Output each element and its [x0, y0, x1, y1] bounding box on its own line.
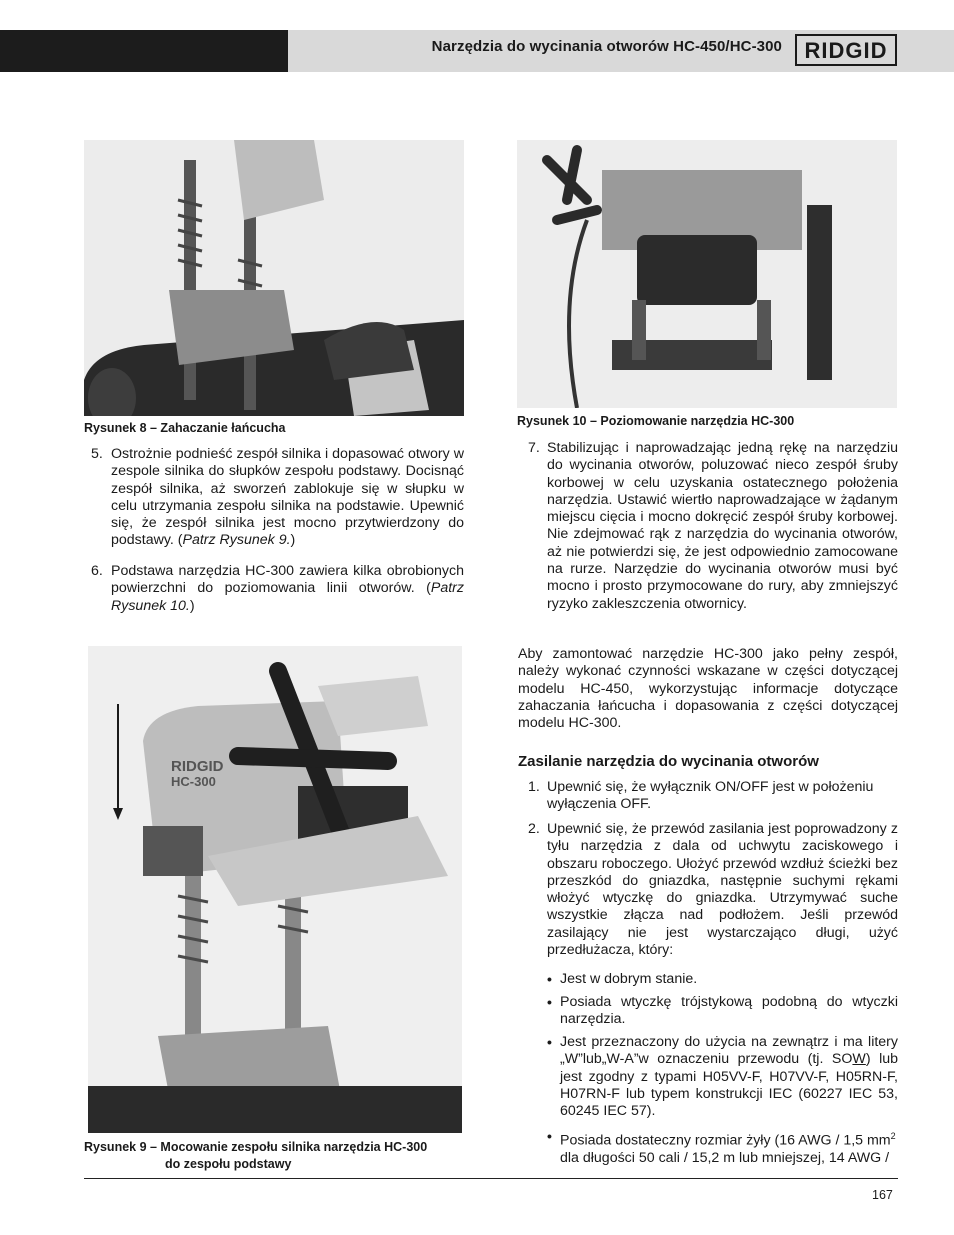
page-number: 167	[872, 1188, 893, 1202]
list-item-5-body: Ostrożnie podnieść zespół silnika i dopasować otwory w zespole silnika do słupków zespołu podstawy. Docisnąć zespół silnika, aż sworzeń zablokuje się w słupku w celu utrzymania zespołu silnika na podstawie. Upewnić się, że zespół silnika jest mocno przytwierdzony do podstawy. (	[111, 446, 464, 549]
bullet-3-text	[560, 1034, 898, 1120]
section-heading: Zasilanie narzędzia do wycinania otworów	[518, 753, 819, 770]
bullet-4-part-a: Posiada dostateczny rozmiar żyły (16 AWG / 1,5 mm	[560, 1132, 891, 1149]
list-item-6-body: Podstawa narzędzia HC-300 zawiera kilka obrobionych powierzchni do poziomowania linii otworów. (	[111, 563, 464, 597]
list-item-5-text	[111, 446, 464, 550]
figure-9-label-model: HC-300	[171, 774, 216, 789]
bullet-1-text: Jest w dobrym stanie.	[560, 971, 698, 987]
bullet-2-text: Posiada wtyczkę trójstykową podobną do wtyczki narzędzia.	[560, 994, 898, 1028]
figure-9-label-ridgid: RIDGID	[171, 758, 224, 775]
bullet-1-marker: •	[547, 971, 552, 987]
assembly-paragraph: Aby zamontować narzędzie HC-300 jako pełny zespół, należy wykonać czynności wskazane w części dotyczącej modelu HC-450, wykorzystując informacje dotyczące zahaczania łańcucha i dopasowania z części dotyczącej modelu HC-300.	[518, 646, 898, 732]
power-step-2-text: Upewnić się, że przewód zasilania jest poprowadzony z tyłu narzędzia z dala od uchwytu zaciskowego i obszaru roboczego. Ułożyć przewód wzdłuż ścieżki bez przeszkód do gniazdka, następnie suchymi rękami włożyć wtyczkę do gniazdka. Utrzymywać suche wszystkie złącza nad podłożem. Jeśli przewód zasilający nie jest wystarczająco długi, użyć przedłużacza, który:	[547, 821, 898, 959]
figure-9-image	[88, 646, 462, 1133]
bullet-3-marker: •	[547, 1034, 552, 1050]
figure-9-caption-line-1: Rysunek 9 – Mocowanie zespołu silnika narzędzia HC-300	[84, 1140, 428, 1154]
power-step-1-text: Upewnić się, że wyłącznik ON/OFF jest w położeniu wyłączenia OFF.	[547, 779, 874, 813]
bullet-4-part-b: dla długości 50 cali / 15,2 m lub mniejszej, 14 AWG /	[560, 1150, 890, 1167]
bullet-3-underlined: W	[852, 1051, 866, 1068]
header-black-band	[0, 30, 288, 72]
figure-9-caption-line-2: do zespołu podstawy	[165, 1157, 292, 1171]
list-item-6-end: )	[189, 597, 195, 614]
bullet-4-superscript: 2	[890, 1131, 896, 1141]
list-item-5-end: )	[290, 532, 296, 549]
footer-rule	[84, 1178, 898, 1179]
figure-8-image	[84, 140, 464, 416]
list-item-6-number: 6.	[91, 563, 103, 579]
ridgid-logo	[795, 34, 897, 66]
logo-text: RIDGID	[804, 38, 888, 63]
figure-10-image	[517, 140, 897, 408]
list-item-6-text	[111, 563, 464, 615]
figure-10-caption: Rysunek 10 – Poziomowanie narzędzia HC-300	[517, 414, 795, 428]
power-step-1-number: 1.	[528, 779, 540, 795]
list-item-6-ref: Patrz Rysunek 10.	[111, 580, 464, 614]
bullet-4-text	[560, 1128, 898, 1167]
bullet-2-marker: •	[547, 994, 552, 1010]
list-item-5-ref: Patrz Rysunek 9.	[182, 532, 291, 549]
page-header-title: Narzędzia do wycinania otworów HC-450/HC-300	[431, 38, 782, 55]
list-item-7-number: 7.	[528, 440, 540, 456]
figure-8-caption: Rysunek 8 – Zahaczanie łańcucha	[84, 421, 286, 435]
list-item-7-text: Stabilizując i naprowadzając jedną rękę na narzędziu do wycinania otworów, poluzować nieco zespół śruby korbowej w celu uzyskania ostatecznego położenia narzędzia. Ustawić wiertło naprowadzające w żądanym miejscu cięcia i mocno dokręcić zespół śruby korbowej. Nie zdejmować rąk z narzędzia do wycinania otworów, aż nie potwierdzi się, że jest odpowiednio zamocowane na rurze. Narzędzie do wycinania otworów musi być mocno i prosto przymocowane do rury, aby zmniejszyć ryzyko zakleszczenia otwornicy.	[547, 440, 898, 612]
bullet-3-part-a: Jest przeznaczony do użycia na zewnątrz i ma litery „W”lub„W-A”w oznaczeniu przewodu (tj. SO	[560, 1034, 898, 1068]
bullet-4-marker: •	[547, 1128, 552, 1144]
power-step-2-number: 2.	[528, 821, 540, 837]
bullet-3-part-b: ) lub jest zgodny z typami H05VV-F, H07VV-F, H05RN-F, H07RN-F lub typem konstrukcji IEC (60227 IEC 53, 60245 IEC 57).	[560, 1051, 899, 1120]
list-item-5-number: 5.	[91, 446, 103, 462]
